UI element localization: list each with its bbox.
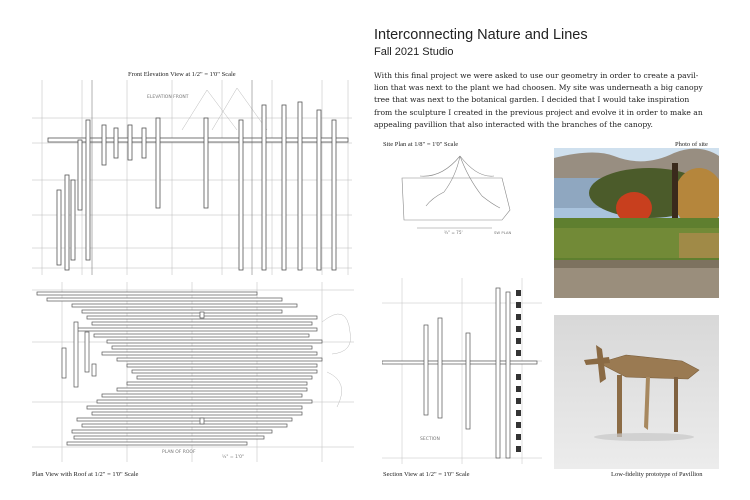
section-view-caption: Section View at 1/2" = 1'0" Scale	[383, 471, 470, 478]
plan-of-roof-label: PLAN OF ROOF	[162, 450, 196, 455]
plan-view-drawing	[32, 282, 354, 462]
description-line: lion that was next to the plant we had choosen. My site was underneath a big canopy	[374, 83, 703, 93]
description-line: from the sculpture I created in the previous project and evolve it in order to make an	[374, 107, 703, 117]
site-dimension-label: ¾" = 75'	[444, 230, 463, 235]
site-photo	[554, 148, 719, 298]
photo-site-caption: Photo of site	[675, 141, 708, 148]
site-plan-caption: Site Plan at 1/8" = 1'0" Scale	[383, 141, 459, 148]
prototype-caption: Low-fidelity prototype of Pavillion	[611, 471, 703, 478]
section-view-drawing	[382, 278, 542, 464]
front-elevation-drawing	[32, 80, 352, 275]
site-plan-label: SW PLAN	[494, 230, 512, 235]
prototype-photo	[554, 315, 719, 469]
site-plan-drawing	[382, 148, 530, 236]
project-description	[374, 70, 719, 131]
elevation-front-label: ELEVATION FRONT	[147, 95, 189, 100]
page-subtitle: Fall 2021 Studio	[374, 46, 454, 58]
section-label: SECTION	[420, 437, 440, 442]
page-title: Interconnecting Nature and Lines	[374, 27, 588, 43]
plan-scale-label: ½" = 1'0"	[222, 455, 245, 460]
description-line: With this final project we were asked to use our geometry in order to create a pavil-	[374, 71, 699, 80]
description-line: appealing pavillion that also interacted with the branches of the canopy.	[374, 119, 653, 129]
description-line: tree that was next to the botanical garden. I decided that I would take inspiration	[374, 95, 690, 105]
plan-view-caption: Plan View with Roof at 1/2" = 1'0" Scale	[32, 471, 139, 478]
front-elevation-caption: Front Elevation View at 1/2" = 1'0" Scale	[128, 71, 236, 78]
